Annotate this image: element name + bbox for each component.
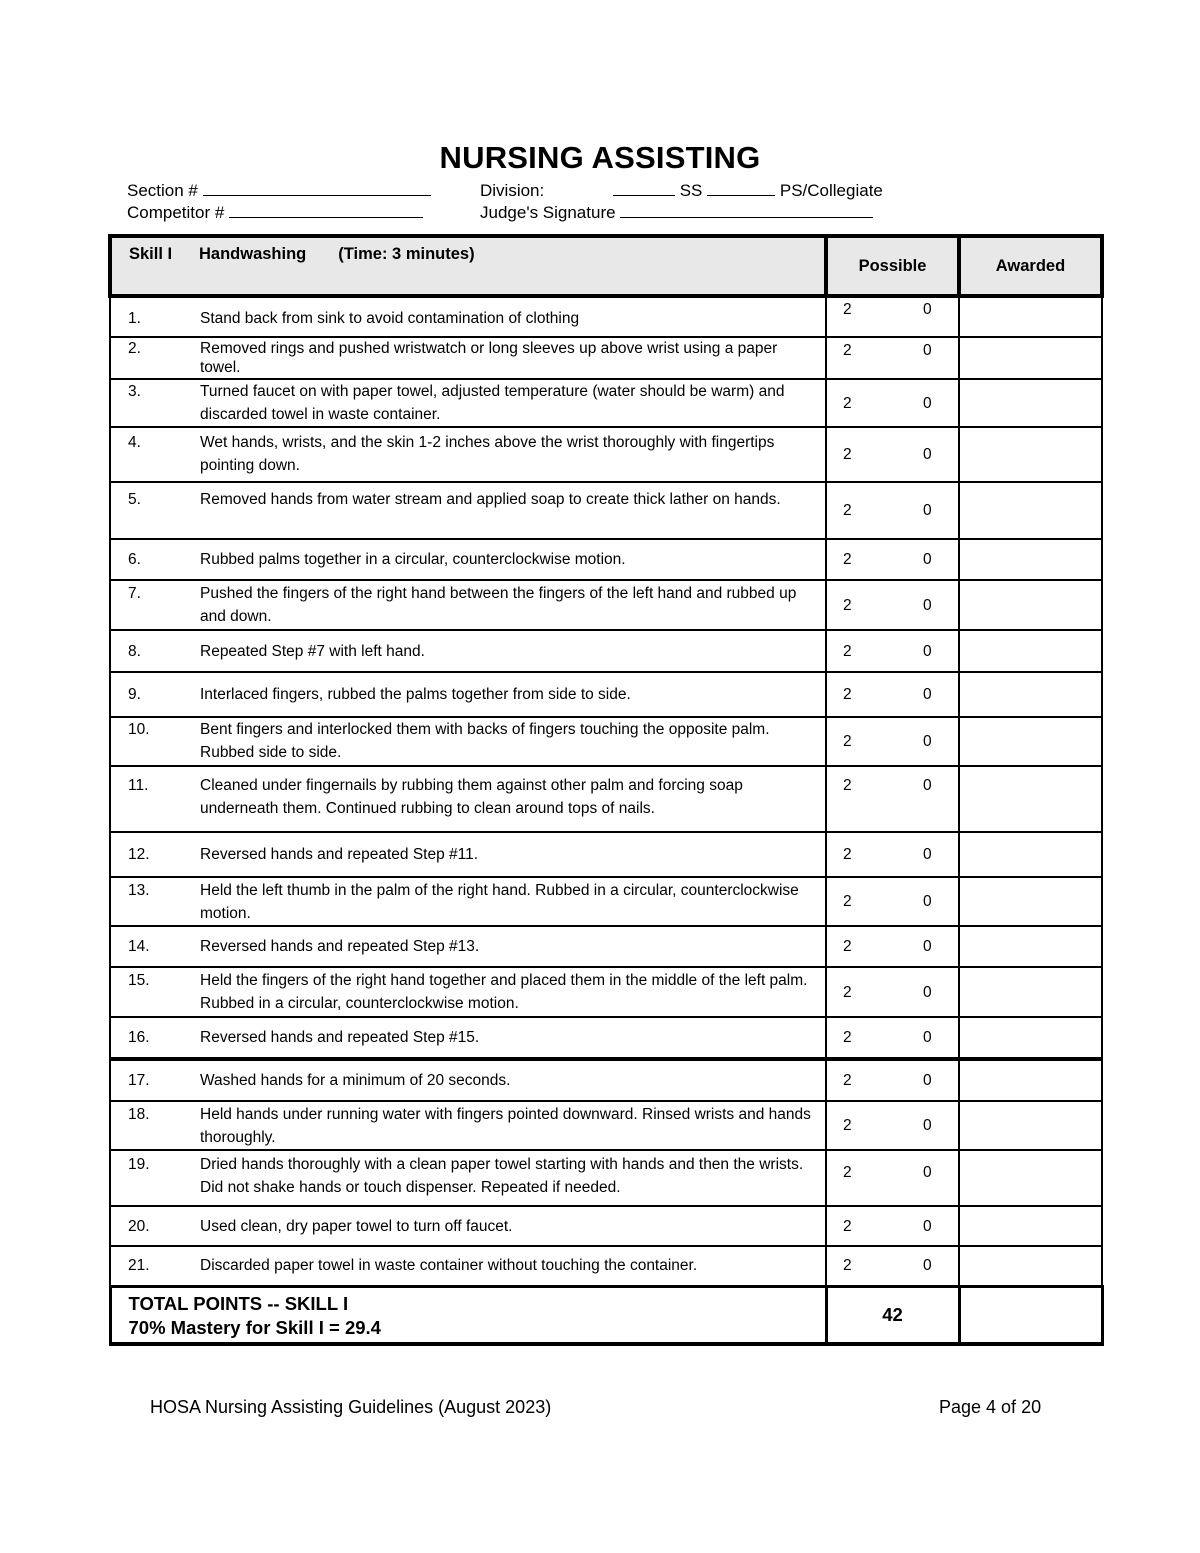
possible-value: 2 xyxy=(843,1164,852,1181)
skill-checklist-table xyxy=(108,234,1104,1346)
section-field[interactable] xyxy=(127,178,431,201)
table-row xyxy=(110,1059,1102,1101)
zero-value: 0 xyxy=(923,846,932,863)
step-text: Wet hands, wrists, and the skin 1-2 inches above the wrist thoroughly with fingertips pointing down. xyxy=(200,434,775,474)
zero-value: 0 xyxy=(923,1029,932,1046)
table-row xyxy=(110,967,1102,1017)
total-cell xyxy=(110,1286,826,1344)
skill-label: Skill I xyxy=(129,245,173,263)
zero-value: 0 xyxy=(923,342,932,359)
awarded-cell[interactable] xyxy=(959,967,1102,1017)
zero-value: 0 xyxy=(923,1257,932,1275)
possible-cell xyxy=(826,482,959,539)
step-cell xyxy=(110,580,826,630)
step-text: Interlaced fingers, rubbed the palms together from side to side. xyxy=(200,686,631,703)
footer-guidelines: HOSA Nursing Assisting Guidelines (August 2023) xyxy=(150,1397,552,1417)
judge-label: Judge's Signature xyxy=(480,203,616,222)
table-header-row xyxy=(110,236,1102,296)
table-row xyxy=(110,926,1102,967)
step-cell xyxy=(110,337,826,379)
step-cell xyxy=(110,1206,826,1246)
ps-label: PS/Collegiate xyxy=(779,181,883,200)
step-text: Removed rings and pushed wristwatch or long sleeves up above wrist using a paper towel. xyxy=(200,340,778,376)
zero-value: 0 xyxy=(923,733,932,750)
step-text: Cleaned under fingernails by rubbing them against other palm and forcing soap underneath them. Continued rubbing to clean around tops of nails. xyxy=(200,777,743,817)
awarded-cell[interactable] xyxy=(959,427,1102,482)
step-cell xyxy=(110,482,826,539)
possible-cell xyxy=(826,630,959,672)
possible-cell xyxy=(826,1206,959,1246)
step-number: 11. xyxy=(128,777,149,794)
step-text: Held the left thumb in the palm of the right hand. Rubbed in a circular, counterclockwise motion. xyxy=(200,882,799,922)
zero-value: 0 xyxy=(923,1117,932,1134)
step-cell xyxy=(110,296,826,337)
possible-value: 2 xyxy=(843,938,852,955)
possible-cell xyxy=(826,1059,959,1101)
awarded-cell[interactable] xyxy=(959,1059,1102,1101)
time-label: (Time: 3 minutes) xyxy=(338,245,475,263)
possible-value: 2 xyxy=(843,446,852,463)
step-number: 18. xyxy=(128,1106,150,1123)
awarded-cell[interactable] xyxy=(959,1017,1102,1059)
table-row xyxy=(110,1206,1102,1246)
step-cell xyxy=(110,877,826,926)
step-number: 19. xyxy=(128,1156,150,1173)
possible-cell xyxy=(826,1150,959,1206)
table-row xyxy=(110,337,1102,379)
possible-cell xyxy=(826,580,959,630)
step-number: 15. xyxy=(128,972,150,989)
table-row xyxy=(110,296,1102,337)
step-cell xyxy=(110,1246,826,1286)
awarded-cell[interactable] xyxy=(959,1101,1102,1150)
step-number: 17. xyxy=(128,1072,150,1089)
step-text: Washed hands for a minimum of 20 seconds. xyxy=(200,1072,511,1089)
possible-value: 2 xyxy=(843,394,852,412)
possible-value: 2 xyxy=(843,551,852,568)
step-cell xyxy=(110,832,826,877)
possible-value: 2 xyxy=(843,1217,852,1235)
competitor-field[interactable] xyxy=(127,200,423,223)
zero-value: 0 xyxy=(923,642,932,660)
step-number: 3. xyxy=(128,383,141,400)
table-row xyxy=(110,1150,1102,1206)
step-cell xyxy=(110,427,826,482)
step-number: 6. xyxy=(128,551,141,568)
step-cell xyxy=(110,1150,826,1206)
table-row xyxy=(110,717,1102,766)
possible-value: 2 xyxy=(843,777,852,794)
awarded-cell[interactable] xyxy=(959,926,1102,967)
possible-cell xyxy=(826,427,959,482)
step-number: 13. xyxy=(128,882,150,899)
zero-value: 0 xyxy=(923,551,932,568)
footer-page-number: Page 4 of 20 xyxy=(939,1397,1042,1417)
step-cell xyxy=(110,672,826,717)
step-number: 21. xyxy=(128,1257,150,1275)
step-number: 8. xyxy=(128,642,141,660)
awarded-cell[interactable] xyxy=(959,337,1102,379)
possible-value: 2 xyxy=(843,642,852,660)
table-row xyxy=(110,1017,1102,1059)
step-text: Used clean, dry paper towel to turn off faucet. xyxy=(200,1217,513,1235)
step-cell xyxy=(110,630,826,672)
possible-cell xyxy=(826,877,959,926)
possible-cell xyxy=(826,296,959,337)
awarded-cell[interactable] xyxy=(959,1206,1102,1246)
zero-value: 0 xyxy=(923,301,932,318)
section-label: Section # xyxy=(127,181,198,200)
awarded-cell[interactable] xyxy=(959,1246,1102,1286)
zero-value: 0 xyxy=(923,596,932,614)
zero-value: 0 xyxy=(923,938,932,955)
awarded-cell[interactable] xyxy=(959,580,1102,630)
possible-value: 2 xyxy=(843,1257,852,1275)
mastery-label: 70% Mastery for Skill I = 29.4 xyxy=(128,1316,381,1338)
awarded-cell[interactable] xyxy=(959,717,1102,766)
ss-blank[interactable] xyxy=(613,178,675,196)
table-row xyxy=(110,1101,1102,1150)
step-text: Reversed hands and repeated Step #13. xyxy=(200,938,480,955)
step-number: 5. xyxy=(128,491,141,508)
step-text: Held hands under running water with fingers pointed downward. Rinsed wrists and hands thoroughly. xyxy=(200,1106,811,1146)
step-number: 9. xyxy=(128,686,141,703)
judge-blank[interactable] xyxy=(620,200,873,218)
possible-cell xyxy=(826,926,959,967)
step-text: Dried hands thoroughly with a clean paper towel starting with hands and then the wrists. Did not shake hands or touch dispenser. Repeated if needed. xyxy=(200,1156,804,1196)
possible-cell xyxy=(826,717,959,766)
step-number: 16. xyxy=(128,1029,150,1046)
possible-cell xyxy=(826,1246,959,1286)
possible-cell xyxy=(826,672,959,717)
step-text: Stand back from sink to avoid contamination of clothing xyxy=(200,310,580,327)
skill-name: Handwashing xyxy=(199,245,307,263)
step-text: Rubbed palms together in a circular, counterclockwise motion. xyxy=(200,551,626,568)
possible-value: 2 xyxy=(843,846,852,863)
step-text: Pushed the fingers of the right hand between the fingers of the left hand and rubbed up and down. xyxy=(200,585,797,625)
step-number: 4. xyxy=(128,434,141,451)
table-row xyxy=(110,832,1102,877)
possible-header: Possible xyxy=(826,236,959,296)
step-number: 12. xyxy=(128,846,150,863)
table-row xyxy=(110,630,1102,672)
competitor-label: Competitor # xyxy=(127,203,225,222)
zero-value: 0 xyxy=(923,893,932,910)
table-row xyxy=(110,379,1102,427)
table-row xyxy=(110,482,1102,539)
possible-value: 2 xyxy=(843,686,852,703)
table-row xyxy=(110,580,1102,630)
step-number: 14. xyxy=(128,938,150,955)
awarded-cell[interactable] xyxy=(959,630,1102,672)
possible-cell xyxy=(826,832,959,877)
step-text: Repeated Step #7 with left hand. xyxy=(200,642,425,660)
possible-value: 2 xyxy=(843,502,852,519)
awarded-cell[interactable] xyxy=(959,877,1102,926)
zero-value: 0 xyxy=(923,1164,932,1181)
zero-value: 0 xyxy=(923,777,932,794)
possible-value: 2 xyxy=(843,342,852,359)
awarded-cell[interactable] xyxy=(959,482,1102,539)
possible-value: 2 xyxy=(843,1029,852,1046)
possible-value: 2 xyxy=(843,1117,852,1134)
possible-cell xyxy=(826,539,959,580)
skill-header-cell xyxy=(110,236,826,296)
awarded-cell[interactable] xyxy=(959,379,1102,427)
total-possible: 42 xyxy=(826,1286,959,1344)
step-number: 2. xyxy=(128,340,141,357)
table-row xyxy=(110,766,1102,832)
possible-value: 2 xyxy=(843,733,852,750)
zero-value: 0 xyxy=(923,502,932,519)
possible-value: 2 xyxy=(843,983,852,1001)
possible-cell xyxy=(826,967,959,1017)
awarded-header: Awarded xyxy=(959,236,1102,296)
step-cell xyxy=(110,1059,826,1101)
possible-value: 2 xyxy=(843,301,852,318)
zero-value: 0 xyxy=(923,983,932,1001)
table-row xyxy=(110,877,1102,926)
step-number: 7. xyxy=(128,585,141,602)
step-cell xyxy=(110,717,826,766)
step-text: Reversed hands and repeated Step #15. xyxy=(200,1029,480,1046)
step-text: Discarded paper towel in waste container without touching the container. xyxy=(200,1257,698,1275)
step-cell xyxy=(110,766,826,832)
table-row xyxy=(110,427,1102,482)
total-awarded-cell[interactable] xyxy=(959,1286,1102,1344)
zero-value: 0 xyxy=(923,1217,932,1235)
step-text: Held the fingers of the right hand together and placed them in the middle of the left palm. Rubbed in a circular, counterclockwise motion. xyxy=(200,972,808,1012)
step-cell xyxy=(110,967,826,1017)
awarded-cell[interactable] xyxy=(959,1150,1102,1206)
step-number: 20. xyxy=(128,1217,150,1235)
section-blank[interactable] xyxy=(203,178,431,196)
possible-value: 2 xyxy=(843,893,852,910)
possible-cell xyxy=(826,337,959,379)
step-text: Removed hands from water stream and applied soap to create thick lather on hands. xyxy=(200,491,781,508)
zero-value: 0 xyxy=(923,1072,932,1089)
step-text: Turned faucet on with paper towel, adjusted temperature (water should be warm) and discarded towel in waste container. xyxy=(200,383,785,423)
awarded-cell[interactable] xyxy=(959,296,1102,337)
step-number: 1. xyxy=(128,310,141,327)
judge-signature-field[interactable] xyxy=(480,200,873,223)
step-cell xyxy=(110,926,826,967)
step-number: 10. xyxy=(128,721,150,738)
page-title: NURSING ASSISTING xyxy=(439,140,761,175)
step-cell xyxy=(110,1101,826,1150)
possible-value: 2 xyxy=(843,1072,852,1089)
step-cell xyxy=(110,1017,826,1059)
awarded-cell[interactable] xyxy=(959,672,1102,717)
step-cell xyxy=(110,539,826,580)
zero-value: 0 xyxy=(923,686,932,703)
total-label: TOTAL POINTS -- SKILL I xyxy=(128,1292,349,1314)
awarded-cell[interactable] xyxy=(959,766,1102,832)
zero-value: 0 xyxy=(923,394,932,412)
step-text: Bent fingers and interlocked them with backs of fingers touching the opposite palm. Rubbed side to side. xyxy=(200,721,770,761)
possible-cell xyxy=(826,766,959,832)
zero-value: 0 xyxy=(923,446,932,463)
division-label: Division: xyxy=(480,181,545,200)
ps-blank[interactable] xyxy=(707,178,775,196)
total-row xyxy=(110,1286,1102,1344)
awarded-cell[interactable] xyxy=(959,539,1102,580)
division-field xyxy=(480,178,883,201)
step-text: Reversed hands and repeated Step #11. xyxy=(200,846,479,863)
competitor-blank[interactable] xyxy=(229,200,423,218)
table-row xyxy=(110,672,1102,717)
awarded-cell[interactable] xyxy=(959,832,1102,877)
table-row xyxy=(110,1246,1102,1286)
step-cell xyxy=(110,379,826,427)
possible-cell xyxy=(826,1017,959,1059)
possible-cell xyxy=(826,379,959,427)
possible-value: 2 xyxy=(843,596,852,614)
ss-label: SS xyxy=(679,181,703,200)
possible-cell xyxy=(826,1101,959,1150)
table-row xyxy=(110,539,1102,580)
